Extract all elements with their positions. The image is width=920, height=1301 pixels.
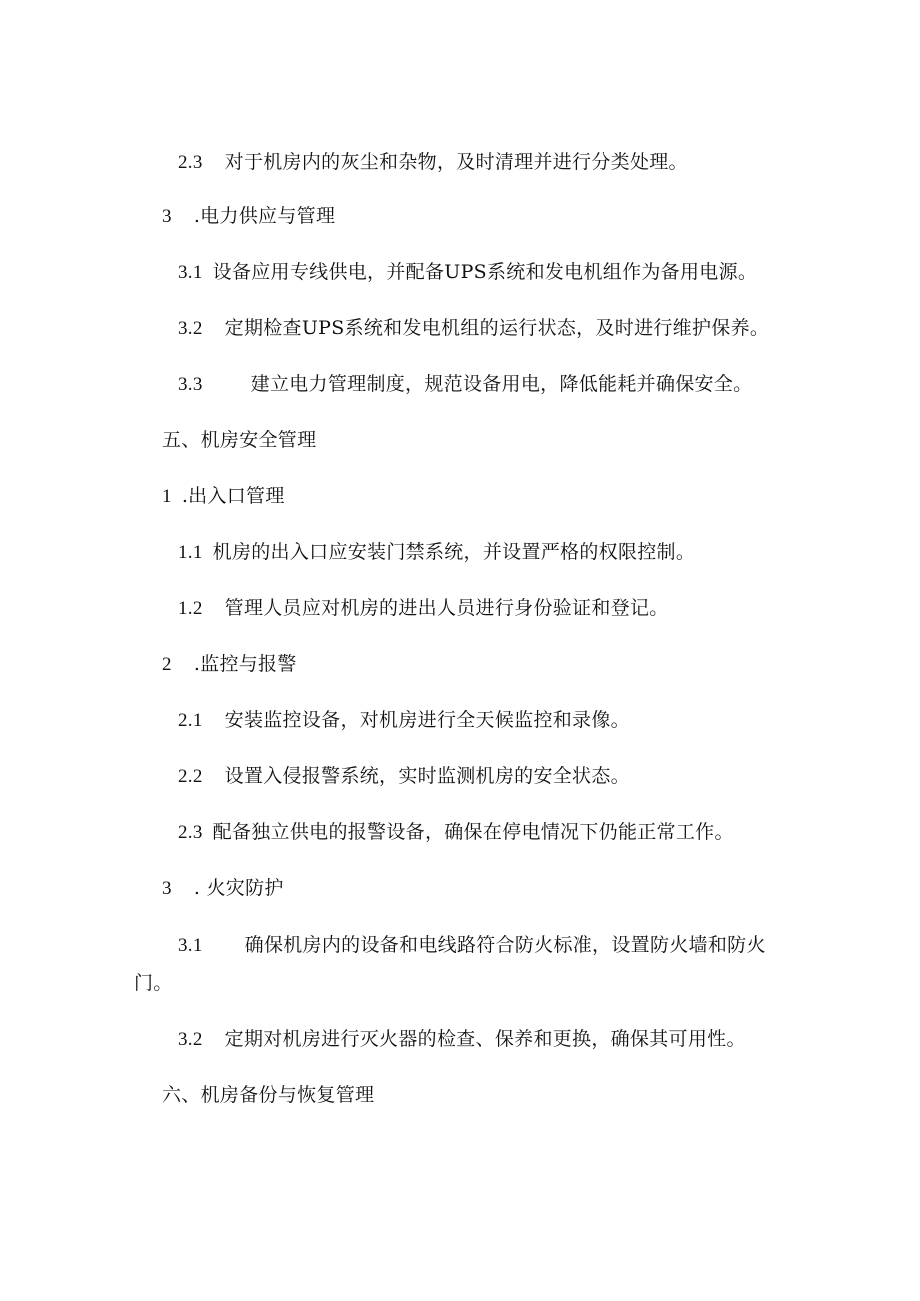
paragraph-3-3 xyxy=(178,372,752,397)
heading-number: 1 xyxy=(162,486,172,507)
heading-number: 3 xyxy=(162,878,172,899)
heading-2-monitoring xyxy=(162,652,297,677)
paragraph-number: 1.1 xyxy=(178,542,203,563)
heading-number: 2 xyxy=(162,654,172,675)
paragraph-3-2 xyxy=(178,316,769,341)
paragraph-text: 确保机房内的设备和电线路符合防火标准，设置防火墙和防火 xyxy=(244,934,766,956)
paragraph-number: 3.1 xyxy=(178,262,203,283)
paragraph-1-1 xyxy=(178,540,695,565)
paragraph-3-1-fire xyxy=(178,933,766,958)
paragraph-3-1-fire-continuation: 门。 xyxy=(134,972,173,994)
paragraph-number: 1.2 xyxy=(178,598,203,619)
heading-3-fire-protection xyxy=(162,876,284,901)
paragraph-text: 定期检查UPS系统和发电机组的运行状态，及时进行维护保养。 xyxy=(224,317,770,339)
paragraph-number: 3.2 xyxy=(178,1029,203,1050)
paragraph-2-1 xyxy=(178,708,630,733)
paragraph-text: 设置入侵报警系统，实时监测机房的安全状态。 xyxy=(224,765,630,787)
paragraph-number: 3.1 xyxy=(178,935,203,956)
heading-text: . 火灾防护 xyxy=(193,877,284,899)
heading-text: .电力供应与管理 xyxy=(193,205,336,227)
paragraph-number: 2.1 xyxy=(178,710,203,731)
paragraph-number: 3.2 xyxy=(178,318,203,339)
paragraph-text: 建立电力管理制度，规范设备用电，降低能耗并确保安全。 xyxy=(250,373,753,395)
paragraph-2-3 xyxy=(178,150,688,175)
paragraph-text: 对于机房内的灰尘和杂物，及时清理并进行分类处理。 xyxy=(224,151,688,173)
section-heading-6: 六、机房备份与恢复管理 xyxy=(162,1084,375,1106)
paragraph-2-2 xyxy=(178,764,630,789)
paragraph-text: 定期对机房进行灭火器的检查、保养和更换，确保其可用性。 xyxy=(224,1028,746,1050)
paragraph-3-1 xyxy=(178,260,757,285)
paragraph-1-2 xyxy=(178,596,669,621)
paragraph-text: 管理人员应对机房的进出人员进行身份验证和登记。 xyxy=(224,597,669,619)
heading-3-power-supply xyxy=(162,204,335,229)
heading-number: 3 xyxy=(162,206,172,227)
section-heading-5: 五、机房安全管理 xyxy=(162,429,317,451)
heading-text: .监控与报警 xyxy=(193,653,297,675)
paragraph-3-2-fire xyxy=(178,1027,746,1052)
paragraph-text: 安装监控设备，对机房进行全天候监控和录像。 xyxy=(224,709,630,731)
paragraph-text: 配备独立供电的报警设备，确保在停电情况下仍能正常工作。 xyxy=(212,821,734,843)
paragraph-text: 设备应用专线供电，并配备UPS系统和发电机组作为备用电源。 xyxy=(212,261,758,283)
paragraph-number: 2.3 xyxy=(178,152,203,173)
paragraph-number: 2.2 xyxy=(178,766,203,787)
heading-text: .出入口管理 xyxy=(181,485,285,507)
paragraph-2-3-alarm xyxy=(178,820,734,845)
paragraph-number: 3.3 xyxy=(178,374,203,395)
paragraph-text: 机房的出入口应安装门禁系统，并设置严格的权限控制。 xyxy=(212,541,696,563)
heading-1-entrance xyxy=(162,484,285,509)
paragraph-number: 2.3 xyxy=(178,822,203,843)
